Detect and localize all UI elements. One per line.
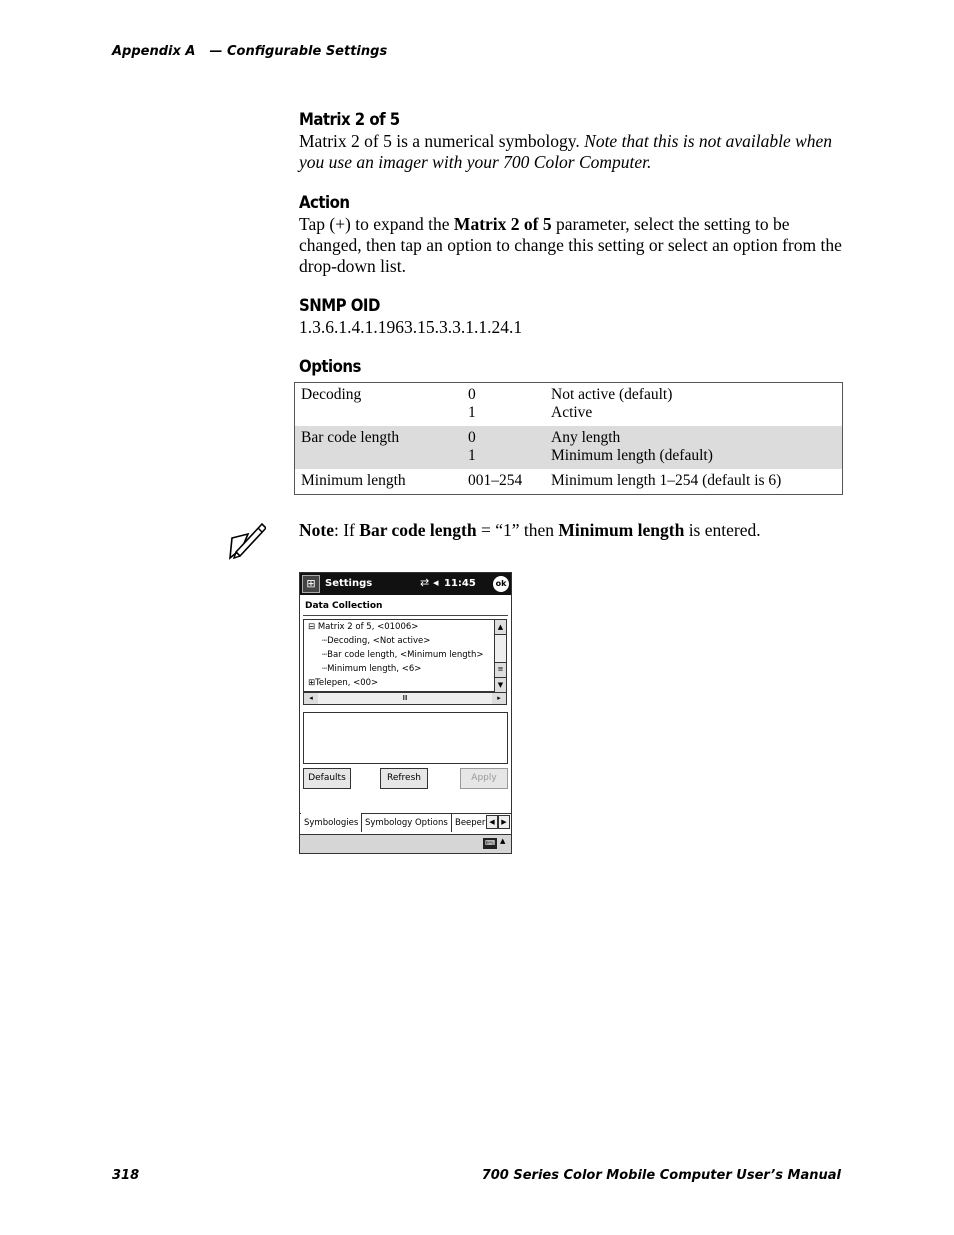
scroll-thumb[interactable]: ≡ — [495, 662, 506, 678]
note-text — [299, 520, 761, 541]
scroll-down-icon[interactable]: ▼ — [495, 677, 506, 692]
scroll-left-icon[interactable]: ◂ — [304, 693, 318, 704]
device-screenshot — [299, 572, 512, 854]
option-desc: Minimum length (default) — [551, 447, 713, 464]
refresh-button[interactable]: Refresh — [380, 768, 428, 789]
tab-scroll-right-icon[interactable]: ▶ — [498, 815, 510, 829]
option-descriptions — [545, 426, 843, 469]
option-name: Bar code length — [295, 426, 463, 469]
option-desc: Active — [551, 404, 593, 421]
section-intro-text — [299, 131, 844, 173]
table-row — [295, 469, 843, 495]
ok-button[interactable]: ok — [493, 576, 509, 592]
note-bold: Bar code length — [359, 520, 477, 540]
tree-item-label: Matrix 2 of 5, <01006> — [317, 622, 419, 632]
scroll-thumb[interactable]: Ⅲ — [402, 694, 408, 702]
section-title: Matrix 2 of 5 — [299, 110, 400, 130]
option-desc: Minimum length 1–254 (default is 6) — [551, 472, 782, 489]
note-part: = “1” then — [476, 520, 559, 540]
option-value: 001–254 — [468, 472, 523, 489]
tree-item[interactable]: ┄Minimum length, <6> — [322, 664, 422, 674]
option-values — [462, 469, 545, 495]
tree-item-label: Telepen, <00> — [315, 678, 379, 688]
tab-beeper[interactable]: Beeper — [451, 814, 488, 832]
action-section — [299, 193, 844, 277]
page-number: 318 — [112, 1168, 140, 1183]
tab-scroll-left-icon[interactable]: ◀ — [486, 815, 498, 829]
device-clock[interactable]: 11:45 — [444, 578, 476, 589]
option-descriptions — [545, 383, 843, 427]
option-desc: Not active (default) — [551, 386, 673, 403]
speaker-icon[interactable]: ◂ — [433, 576, 439, 589]
option-value: 0 — [468, 386, 476, 403]
tree-item-label: Minimum length, <6> — [327, 664, 422, 674]
tab-bar — [300, 813, 511, 833]
note-part: : If — [333, 520, 360, 540]
snmp-title: SNMP OID — [299, 296, 380, 316]
option-value: 1 — [468, 447, 476, 464]
connectivity-icon[interactable]: ⇄ — [420, 576, 430, 589]
option-value: 1 — [468, 404, 476, 421]
note-bold: Minimum length — [558, 520, 685, 540]
note-part: is entered. — [684, 520, 761, 540]
manual-title: 700 Series Color Mobile Computer User’s Manual — [481, 1168, 841, 1183]
action-text — [299, 214, 844, 277]
option-values — [462, 383, 545, 427]
tab-symbology-options[interactable]: Symbology Options — [361, 814, 452, 832]
intro-italic: Note that this is not available when you use an imager with your 700 Color Computer. — [299, 131, 833, 172]
option-value: 0 — [468, 429, 476, 446]
tree-item[interactable]: ┄Decoding, <Not active> — [322, 636, 431, 646]
scroll-up-icon[interactable]: ▲ — [495, 620, 506, 635]
note-pencil-icon — [226, 520, 266, 562]
input-menu-icon[interactable]: ▲ — [500, 837, 506, 845]
option-name: Decoding — [301, 386, 362, 403]
options-title: Options — [299, 357, 361, 377]
header-appendix: Appendix A — [112, 44, 196, 59]
scroll-right-icon[interactable]: ▸ — [492, 693, 506, 704]
start-menu-icon[interactable]: ⊞ — [302, 575, 320, 593]
defaults-button[interactable]: Defaults — [303, 768, 351, 789]
keyboard-icon[interactable]: ⌨ — [484, 839, 496, 847]
option-descriptions — [545, 469, 843, 495]
action-text-before: Tap (+) to expand the — [299, 214, 454, 234]
snmp-section — [299, 296, 844, 338]
options-section — [299, 357, 844, 377]
apply-button[interactable]: Apply — [460, 768, 508, 789]
action-title: Action — [299, 193, 350, 213]
note-label: Note — [299, 520, 334, 540]
device-subhead: Data Collection — [305, 601, 383, 611]
tree-item-label: Decoding, <Not active> — [327, 636, 431, 646]
settings-tree[interactable] — [303, 619, 507, 692]
action-text-after: parameter, select the setting to be changed, then tap an option to change this setting or select an option from the drop-down list. — [299, 214, 842, 276]
device-title: Settings — [325, 578, 373, 589]
menu-bar — [300, 834, 511, 853]
table-row — [295, 383, 843, 427]
options-table — [294, 382, 843, 495]
option-desc: Any length — [551, 429, 621, 446]
tab-symbologies[interactable]: Symbologies — [301, 813, 361, 833]
value-editor[interactable] — [303, 712, 508, 764]
divider — [303, 615, 508, 616]
expand-icon[interactable]: ⊞ — [308, 678, 316, 688]
vertical-scrollbar[interactable] — [494, 620, 506, 693]
section-intro — [299, 110, 844, 173]
tree-item[interactable] — [308, 622, 418, 632]
device-titlebar — [300, 573, 511, 595]
tree-item-label: Bar code length, <Minimum length> — [327, 650, 484, 660]
collapse-icon[interactable]: ⊟ — [308, 622, 316, 632]
option-name: Minimum length — [301, 472, 406, 489]
intro-plain: Matrix 2 of 5 is a numerical symbology. — [299, 131, 585, 151]
tree-item[interactable] — [308, 678, 378, 688]
horizontal-scrollbar[interactable] — [303, 692, 507, 705]
snmp-value: 1.3.6.1.4.1.1963.15.3.3.1.1.24.1 — [299, 317, 523, 337]
header-section: — Configurable Settings — [209, 44, 388, 59]
action-text-bold: Matrix 2 of 5 — [453, 214, 552, 234]
running-header — [112, 44, 387, 59]
option-values — [462, 426, 545, 469]
table-row — [295, 426, 843, 469]
tree-item[interactable]: ┄Bar code length, <Minimum length> — [322, 650, 484, 660]
